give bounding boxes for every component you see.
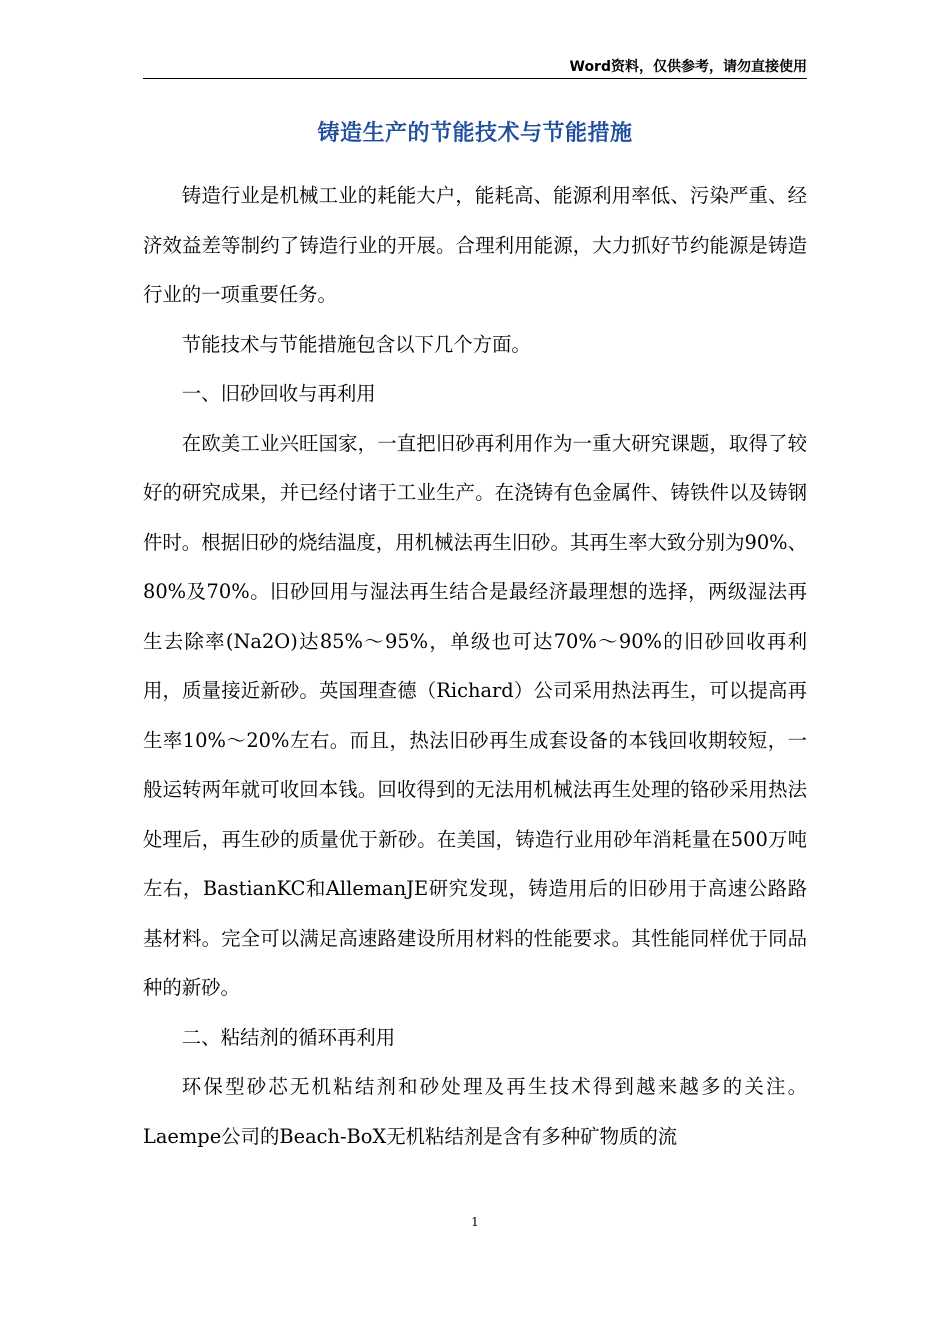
section-heading-2: 二、粘结剂的循环再利用 [181,1025,396,1049]
header-rule [143,78,807,79]
paragraph-intro: 铸造行业是机械工业的耗能大户，能耗高、能源利用率低、污染严重、经济效益差等制约了铸造行业的开展。合理利用能源，大力抓好节约能源是铸造行业的一项重要任务。 [143,184,807,306]
paragraph-sand-recycling: 在欧美工业兴旺国家，一直把旧砂再利用作为一重大研究课题，取得了较好的研究成果，并已经付诸于工业生产。在浇铸有色金属件、铸铁件以及铸钢件时。根据旧砂的烧结温度，用机械法再生旧砂。其再生率大致分别为90%、80%及70%。旧砂回用与湿法再生结合是最经济最理想的选择，两级湿法再生去除率(Na2O)达85%～95%，单级也可达70%～90%的旧砂回收再利用，质量接近新砂。英国理查德（Richard）公司采用热法再生，可以提高再生率10%～20%左右。而且，热法旧砂再生成套设备的本钱回收期较短，一般运转两年就可收回本钱。回收得到的无法用机械法再生处理的铬砂采用热法处理后，再生砂的质量优于新砂。在美国，铸造行业用砂年消耗量在500万吨左右，BastianKC和AllemanJE研究发现，铸造用后的旧砂用于高速公路路基材料。完全可以满足高速路建设所用材料的性能要求。其性能同样优于同品种的新砂。 [143,431,807,999]
paragraph-binder-recycling: 环保型砂芯无机粘结剂和砂处理及再生技术得到越来越多的关注。Laempe公司的Beach-BoX无机粘结剂是含有多种矿物质的流 [143,1075,807,1148]
document-title: 铸造生产的节能技术与节能措施 [317,121,633,146]
header-disclaimer: Word资料，仅供参考，请勿直接使用 [569,59,807,75]
page-number: 1 [471,1215,479,1229]
paragraph-overview: 节能技术与节能措施包含以下几个方面。 [181,332,531,356]
section-heading-1: 一、旧砂回收与再利用 [181,382,376,405]
document-body [143,171,807,1161]
